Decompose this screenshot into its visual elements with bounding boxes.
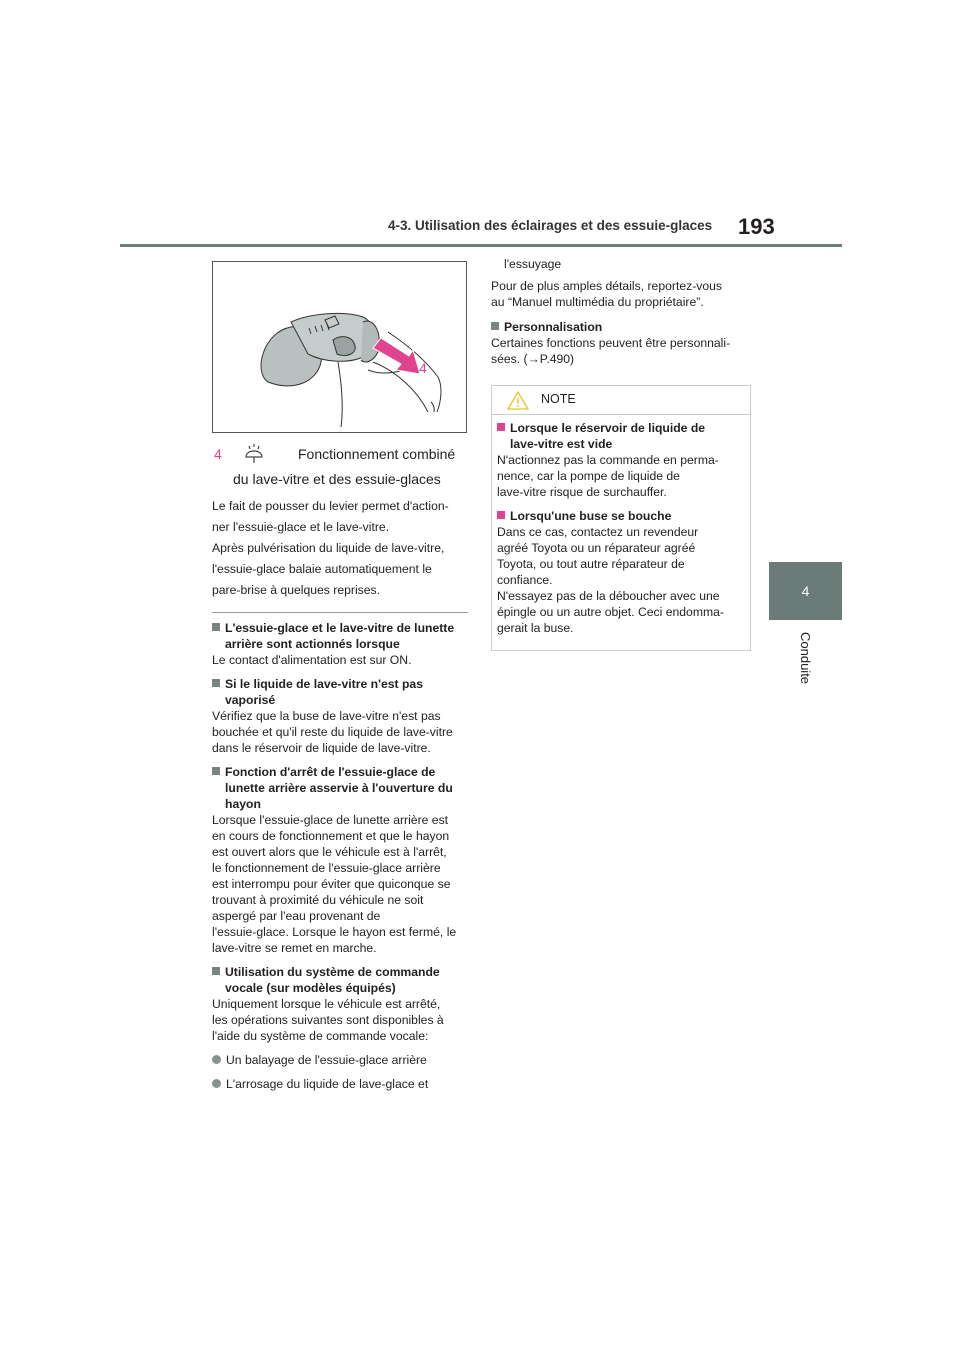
list-item: Un balayage de l'essuie-glace arrière <box>212 1052 474 1068</box>
section-body: Vérifiez que la buse de lave-vitre n'est pas bouchée et qu'il reste du liquide de lave-vitre dans le réservoir de liquide de lave-vitre. <box>212 709 453 755</box>
wiper-lever-figure <box>212 261 467 433</box>
page-number: 193 <box>738 214 775 239</box>
right-column-text <box>491 256 753 367</box>
chapter-number: 4 <box>801 583 810 599</box>
item-body: Le fait de pousser du levier permet d'action- ner l'essuie-glace et le lave-vitre. Après pulvérisation du liquide de lave-vitre, l'essuie-glace balaie automatiquement le pare-brise à quelques reprises. <box>212 499 449 597</box>
chapter-label: Conduite <box>798 632 813 685</box>
details-text: Pour de plus amples détails, reportez-vous au “Manuel multimédia du propriétaire”. <box>491 279 723 309</box>
note-content <box>497 420 749 636</box>
note-header <box>491 385 751 415</box>
section-body: Le contact d'alimentation est sur ON. <box>212 653 412 667</box>
section-body: Uniquement lorsque le véhicule est arrêté, les opérations suivantes sont disponibles à l'aide du système de commande vocale: <box>212 997 444 1043</box>
item-number: 4 <box>214 446 222 462</box>
item-title-line2: du lave-vitre et des essuie-glaces <box>233 471 441 487</box>
washer-wiper-icon <box>243 443 265 470</box>
note-heading: Lorsque le réservoir de liquide de lave-vitre est vide <box>497 420 749 452</box>
item-title-line1: Fonctionnement combiné <box>298 446 456 462</box>
separator <box>212 612 468 613</box>
section-body: Lorsque l'essuie-glace de lunette arrière est en cours de fonctionnement et que le hayon est ouvert alors que le véhicule est à l'arrêt, le fonctionnement de l'essuie-glace arrière est interrompu pour éviter que quiconque se trouvant à proximité du véhicule ne soit aspergé par l'eau provenant de l'essuie-glace. Lorsque le hayon est fermé, le lave-vitre se remet en marche. <box>212 813 457 955</box>
section-heading: Fonction d'arrêt de l'essuie-glace de lunette arrière asservie à l'ouverture du hayon <box>212 764 474 812</box>
section-heading: Utilisation du système de commande vocale (sur modèles équipés) <box>212 964 474 996</box>
warning-icon <box>507 391 529 410</box>
note-body: N'actionnez pas la commande en perma- nence, car la pompe de liquide de lave-vitre risque de surchauffer. <box>497 453 719 499</box>
continuation-text: l'essuyage <box>504 257 562 271</box>
chapter-tab[interactable] <box>769 562 842 620</box>
section-heading: L'essuie-glace et le lave-vitre de lunette arrière sont actionnés lorsque <box>212 620 474 652</box>
left-column-notes <box>212 620 474 1092</box>
note-heading: Lorsqu'une buse se bouche <box>497 508 749 524</box>
figure-callout: 4 <box>419 360 427 376</box>
section-heading: Si le liquide de lave-vitre n'est pas vaporisé <box>212 676 474 708</box>
list-item: L'arrosage du liquide de lave-glace et <box>212 1076 474 1092</box>
customization-heading: Personnalisation <box>491 319 753 335</box>
header-rule <box>120 244 842 247</box>
section-title: 4-3. Utilisation des éclairages et des essuie-glaces <box>388 218 713 233</box>
note-body: Dans ce cas, contactez un revendeur agréé Toyota ou un réparateur agréé Toyota, ou tout autre réparateur de confiance. N'essayez pas de la déboucher avec une épingle ou un autre objet. Ceci endomma- gerait la buse. <box>497 525 724 635</box>
note-label: NOTE <box>541 392 576 406</box>
customization-body: Certaines fonctions peuvent être personnali- sées. (→P.490) <box>491 336 731 366</box>
